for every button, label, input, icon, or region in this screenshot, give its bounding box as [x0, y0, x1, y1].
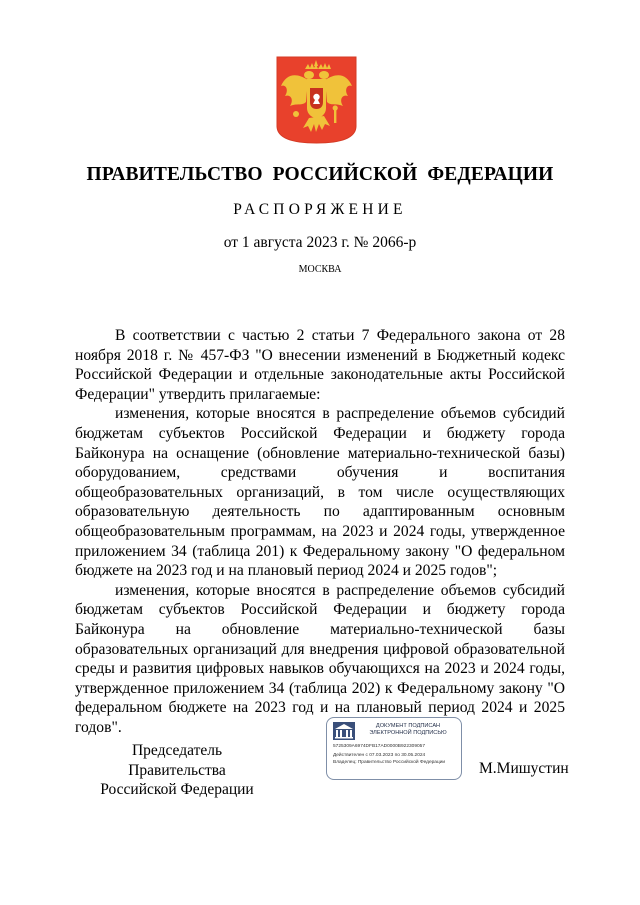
document-city: МОСКВА	[298, 264, 342, 275]
body-paragraph: В соответствии с частью 2 статьи 7 Федерального закона от 28 ноября 2018 г. № 457-ФЗ "О внесении изменений в Бюджетный кодекс Российской Федерации и отдельные законодательные акты Российской Федерации" утвердить прилагаемые:	[75, 327, 565, 403]
document-type: РАСПОРЯЖЕНИЕ	[233, 201, 407, 218]
document-body	[75, 326, 565, 737]
stamp-heading	[357, 723, 459, 736]
signatory-position-line: Российской Федерации	[100, 781, 254, 798]
electronic-signature-stamp	[326, 717, 462, 780]
stamp-owner: Владелец: Правительство Российской Федерации	[333, 760, 446, 765]
stamp-heading-line: ДОКУМЕНТ ПОДПИСАН	[375, 723, 441, 729]
stamp-validity: Действителен с 07.03.2023 по 30.05.2024	[333, 753, 426, 758]
signatory-position	[82, 741, 272, 800]
signatory-name: М.Мишустин	[479, 760, 569, 777]
signatory-position-line: Председатель Правительства	[128, 742, 226, 779]
body-paragraph: изменения, которые вносятся в распределение объемов субсидий бюджетам субъектов Российской Федерации и бюджету города Байконура на обновление материально-технической базы образовательных организаций для внедрения цифровой образовательной среды и развития цифровых навыков обучающихся на 2023 и 2024 годы, утвержденное приложением 34 (таблица 202) к Федеральному закону "О федеральном бюджете на 2023 год и на плановый период 2024 и 2025 годов".	[75, 581, 565, 736]
body-paragraph: изменения, которые вносятся в распределение объемов субсидий бюджетам субъектов Российской Федерации и бюджету города Байконура на оснащение (обновление материально-технической базы) оборудованием, средствами обучения и воспитания общеобразовательных организаций, в том числе осуществляющих образовательную деятельность по адаптированным основным общеобразовательным программам, на 2023 и 2024 годы, утвержденное приложением 34 (таблица 201) к Федеральному закону "О федеральном бюджете на 2023 год и на плановый период 2024 и 2025 годов";	[75, 405, 565, 580]
document-date-number: от 1 августа 2023 г. № 2066-р	[223, 234, 417, 251]
stamp-certificate-number: 5725309A6974DFB17AD0000B922309057	[333, 744, 426, 749]
stamp-heading-line: ЭЛЕКТРОННОЙ ПОДПИСЬЮ	[369, 729, 447, 736]
government-building-icon	[333, 722, 355, 740]
government-title: ПРАВИТЕЛЬСТВО РОССИЙСКОЙ ФЕДЕРАЦИИ	[86, 164, 554, 185]
coat-of-arms-icon	[276, 56, 357, 144]
